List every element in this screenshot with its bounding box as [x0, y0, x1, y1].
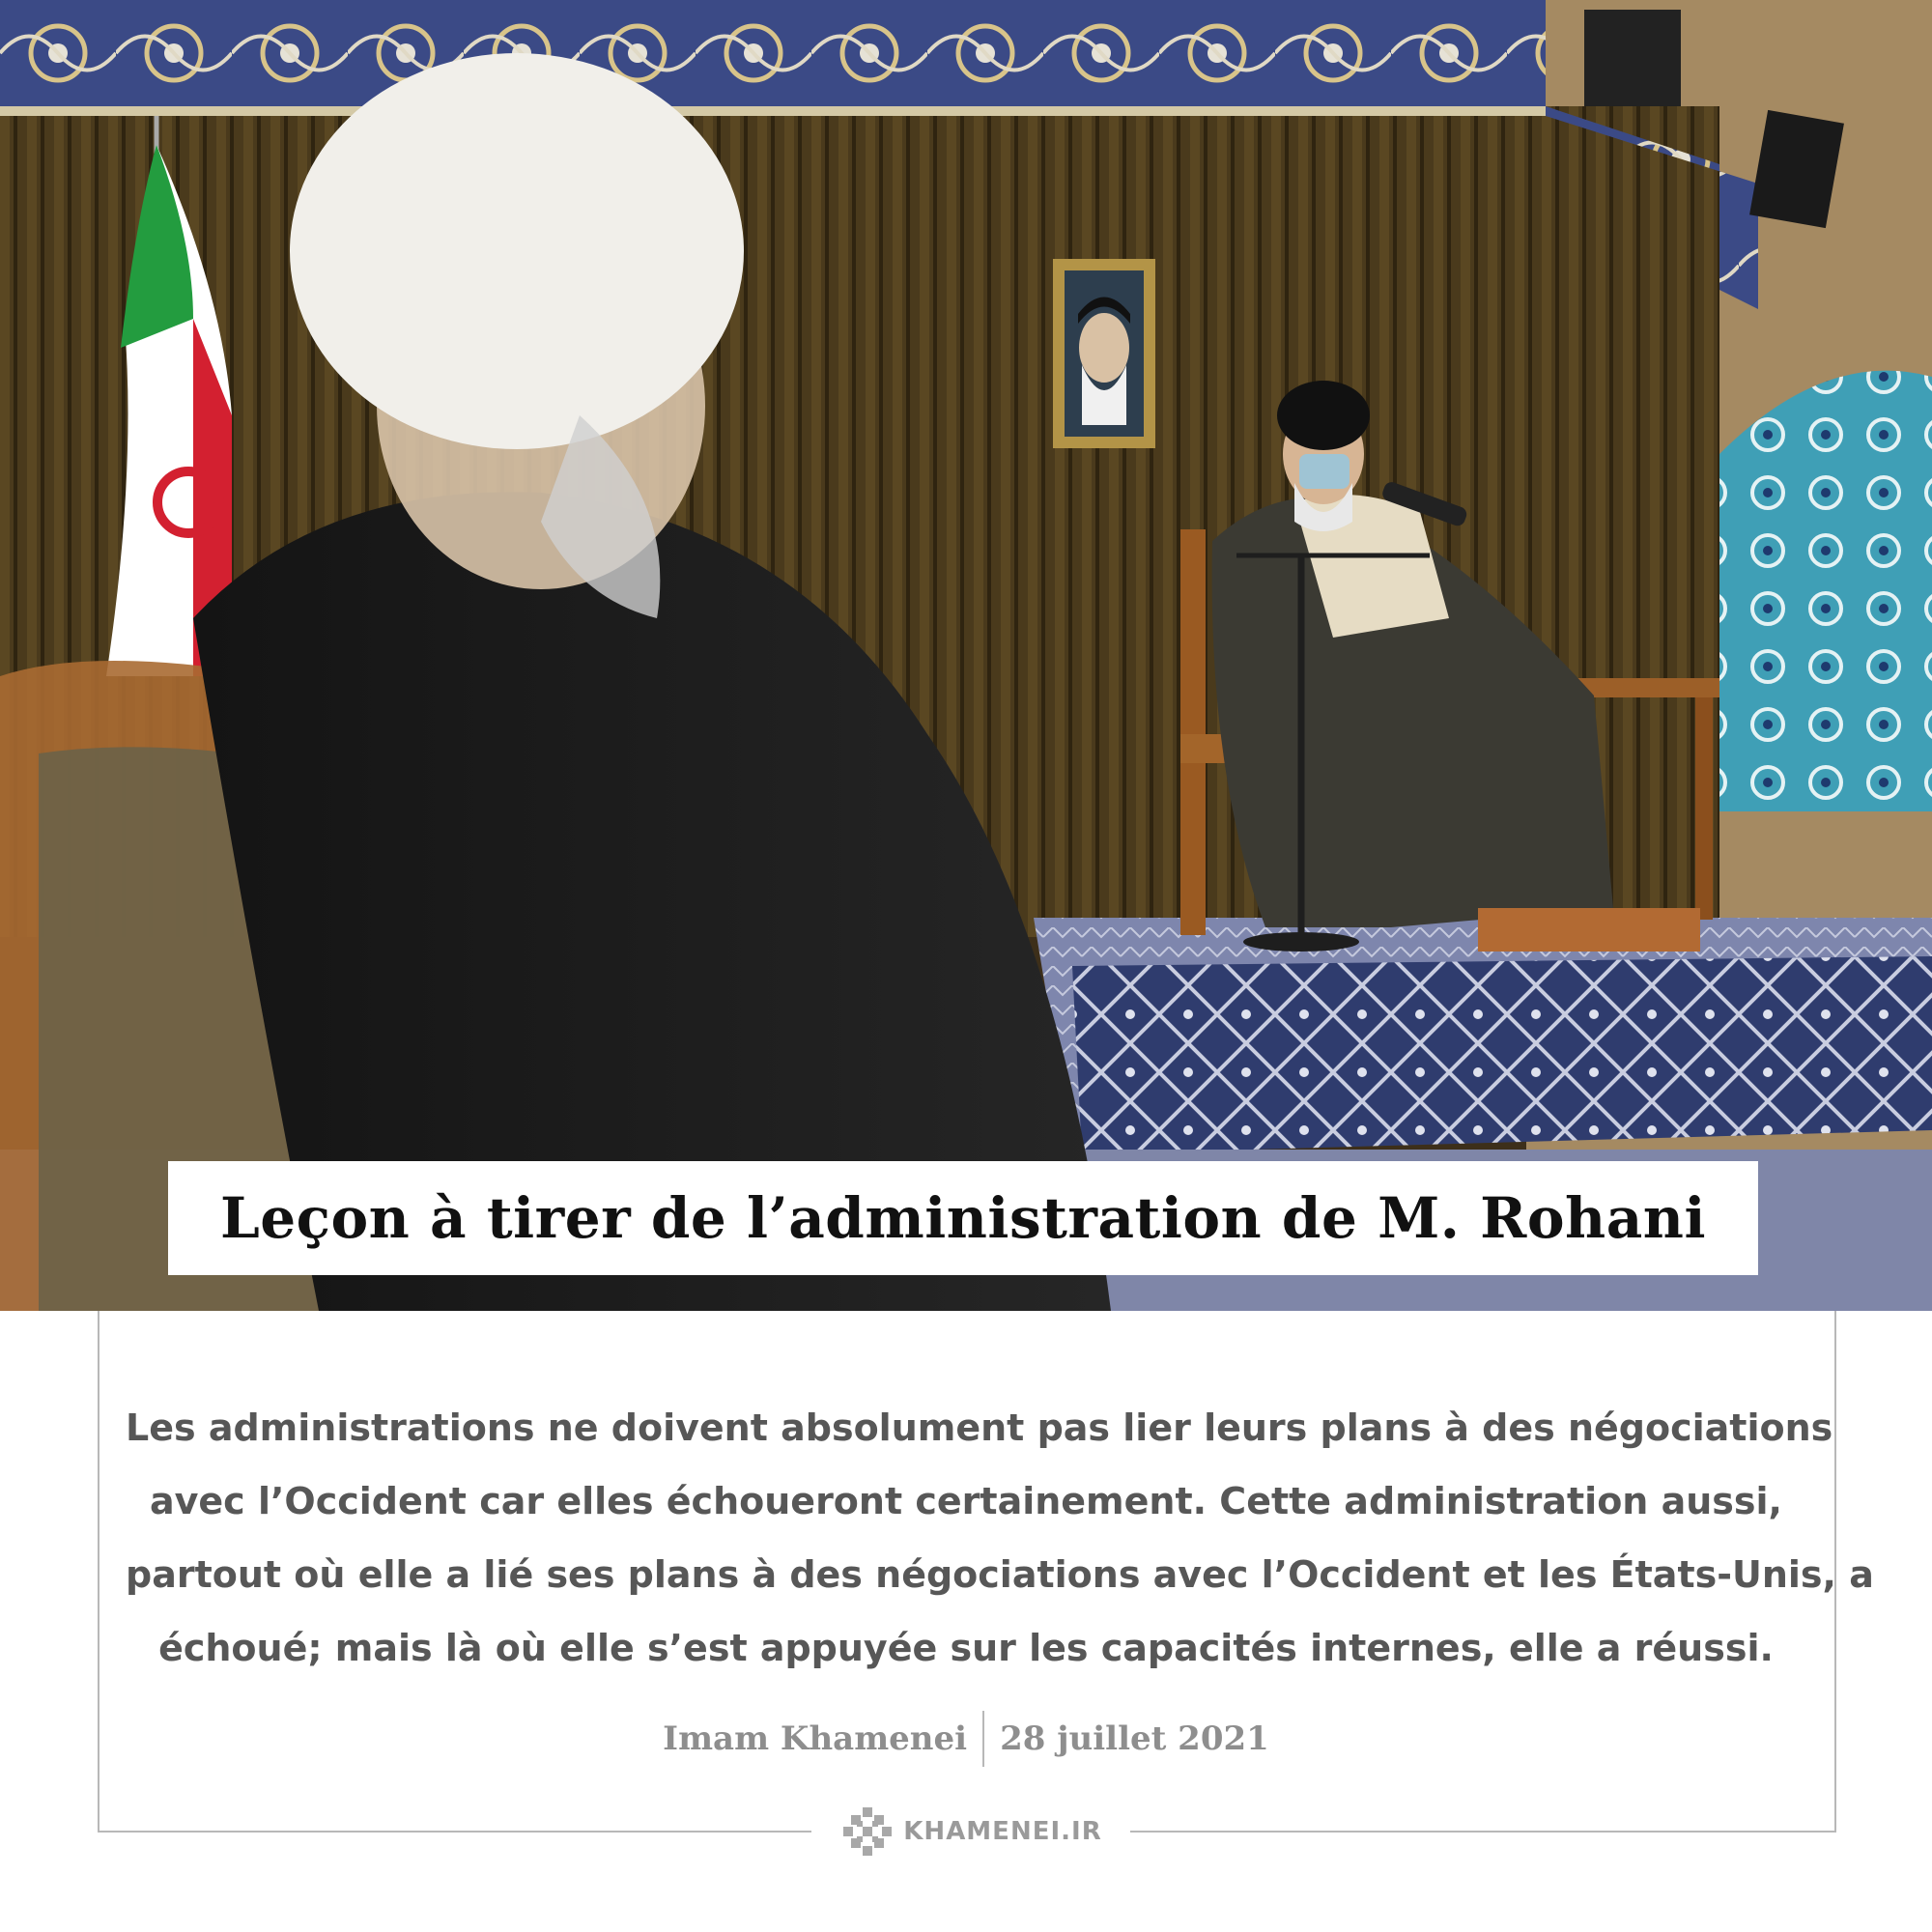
quote-line: Les administrations ne doivent absolument pas lier leurs plans à des négociations: [126, 1406, 1833, 1449]
white-turban: [290, 53, 744, 449]
khamenei-emblem-icon: [839, 1805, 897, 1858]
tile-panel: [1719, 371, 1932, 811]
quote-date: 28 juillet 2021: [1000, 1719, 1269, 1758]
quote-line: échoué; mais là où elle s’est appuyée sur les capacités internes, elle a réussi.: [158, 1627, 1774, 1669]
page-title: Leçon à tirer de l’administration de M. Rohani: [220, 1185, 1706, 1251]
attribution: [0, 1710, 1932, 1768]
quote-line: avec l’Occident car elles échoueront certainement. Cette administration aussi,: [150, 1480, 1782, 1522]
spotlight: [1584, 10, 1681, 106]
logo-text: KHAMENEI.IR: [903, 1817, 1102, 1846]
quote-line: partout où elle a lié ses plans à des négociations avec l’Occident et les États-Unis, a: [126, 1553, 1874, 1596]
stage-carpet: [1072, 956, 1932, 1154]
quote-text: [126, 1391, 1874, 1685]
title-banner: [168, 1161, 1758, 1275]
attribution-divider: [982, 1711, 984, 1767]
author-name: Imam Khamenei: [663, 1719, 968, 1758]
footer-logo: [811, 1804, 1130, 1859]
